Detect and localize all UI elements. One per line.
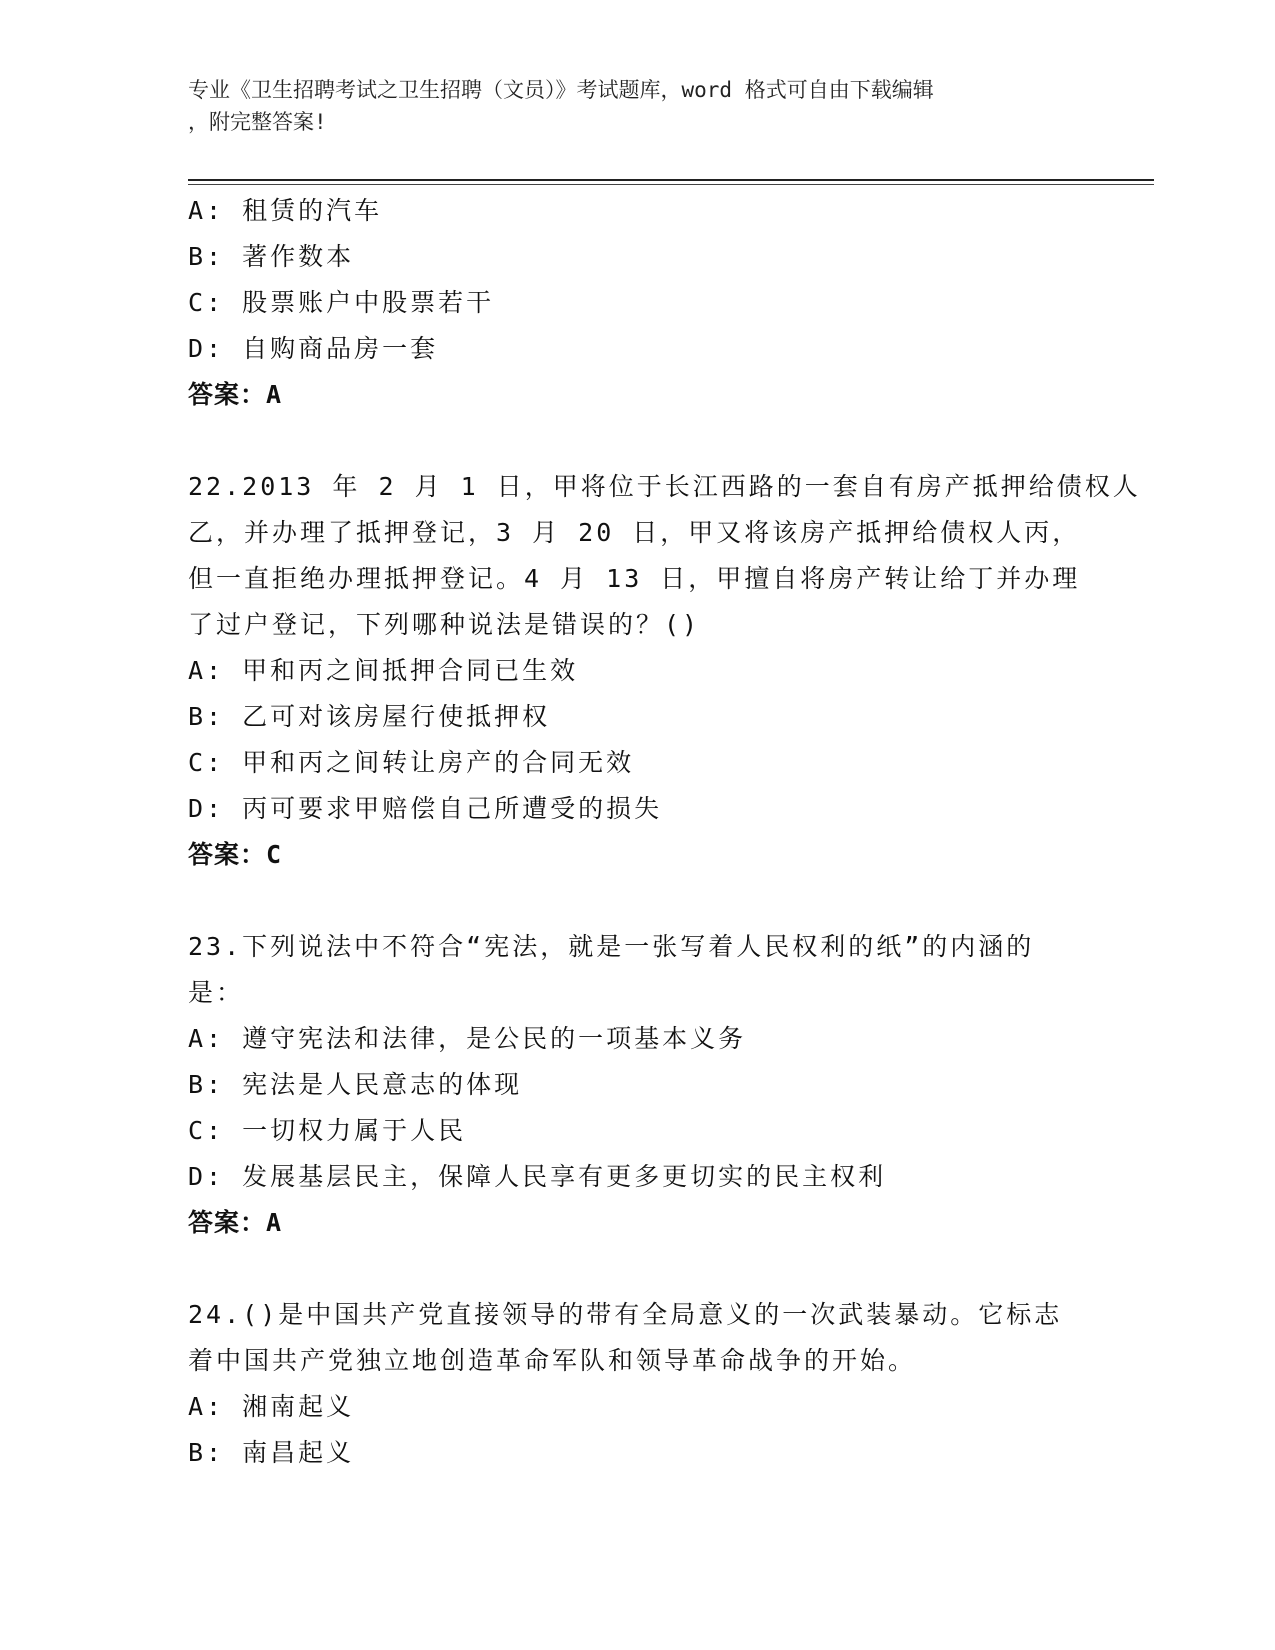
option-text: 自购商品房一套 xyxy=(242,334,439,363)
answer: 答案：C xyxy=(188,840,283,869)
option-a xyxy=(188,648,1148,694)
option-text: 著作数本 xyxy=(242,242,355,271)
option-label: A: xyxy=(188,1392,225,1421)
option-a xyxy=(188,1016,1148,1062)
spacer xyxy=(188,418,1148,464)
answer: 答案：A xyxy=(188,380,283,409)
option-label: A: xyxy=(188,656,225,685)
question-text-line: 是： xyxy=(188,978,245,1007)
question-text-line: 23.下列说法中不符合“宪法，就是一张写着人民权利的纸”的内涵的 xyxy=(188,932,1035,961)
option-b xyxy=(188,1430,1148,1476)
option-text: 宪法是人民意志的体现 xyxy=(242,1070,523,1099)
question-text-line: 但一直拒绝办理抵押登记。4 月 13 日，甲擅自将房产转让给丁并办理 xyxy=(188,564,1081,593)
option-text: 丙可要求甲赔偿自己所遭受的损失 xyxy=(242,794,663,823)
option-label: C: xyxy=(188,1116,225,1145)
spacer xyxy=(188,878,1148,924)
header-line-2: ，附完整答案! xyxy=(188,110,327,134)
spacer xyxy=(188,1246,1148,1292)
option-text: 租赁的汽车 xyxy=(242,196,383,225)
question-24 xyxy=(188,1292,1148,1476)
option-c xyxy=(188,740,1148,786)
option-text: 一切权力属于人民 xyxy=(242,1116,467,1145)
option-label: A: xyxy=(188,196,225,225)
question-text-line: 24.()是中国共产党直接领导的带有全局意义的一次武装暴动。它标志 xyxy=(188,1300,1063,1329)
option-label: C: xyxy=(188,288,225,317)
option-text: 乙可对该房屋行使抵押权 xyxy=(242,702,551,731)
question-text-line: 乙，并办理了抵押登记，3 月 20 日，甲又将该房产抵押给债权人丙， xyxy=(188,518,1081,547)
option-label: A: xyxy=(188,1024,225,1053)
option-b xyxy=(188,694,1148,740)
page-header xyxy=(188,74,1088,138)
option-label: D: xyxy=(188,794,225,823)
option-label: B: xyxy=(188,1438,225,1467)
question-list xyxy=(188,188,1148,1476)
question-text-line: 着中国共产党独立地创造革命军队和领导革命战争的开始。 xyxy=(188,1346,917,1375)
option-label: D: xyxy=(188,1162,225,1191)
option-label: B: xyxy=(188,702,225,731)
option-label: B: xyxy=(188,1070,225,1099)
option-text: 甲和丙之间抵押合同已生效 xyxy=(242,656,579,685)
question-23 xyxy=(188,924,1148,1246)
option-d xyxy=(188,786,1148,832)
option-d xyxy=(188,1154,1148,1200)
option-c xyxy=(188,1108,1148,1154)
question-22 xyxy=(188,464,1148,878)
option-b xyxy=(188,234,1148,280)
option-text: 甲和丙之间转让房产的合同无效 xyxy=(242,748,635,777)
question-text-line: 了过户登记，下列哪种说法是错误的？() xyxy=(188,610,701,639)
option-c xyxy=(188,280,1148,326)
option-label: D: xyxy=(188,334,225,363)
option-text: 发展基层民主，保障人民享有更多更切实的民主权利 xyxy=(242,1162,887,1191)
option-b xyxy=(188,1062,1148,1108)
option-text: 遵守宪法和法律，是公民的一项基本义务 xyxy=(242,1024,747,1053)
option-label: C: xyxy=(188,748,225,777)
option-text: 南昌起义 xyxy=(242,1438,355,1467)
header-divider xyxy=(188,179,1154,181)
answer: 答案：A xyxy=(188,1208,283,1237)
question-text-line: 22.2013 年 2 月 1 日，甲将位于长江西路的一套自有房产抵押给债权人 xyxy=(188,472,1141,501)
option-label: B: xyxy=(188,242,225,271)
header-line-1: 专业《卫生招聘考试之卫生招聘（文员）》考试题库，word 格式可自由下载编辑 xyxy=(188,78,934,102)
option-text: 股票账户中股票若干 xyxy=(242,288,495,317)
question-21 xyxy=(188,188,1148,418)
option-d xyxy=(188,326,1148,372)
option-text: 湘南起义 xyxy=(242,1392,355,1421)
header-divider-thin xyxy=(188,184,1154,185)
option-a xyxy=(188,188,1148,234)
option-a xyxy=(188,1384,1148,1430)
